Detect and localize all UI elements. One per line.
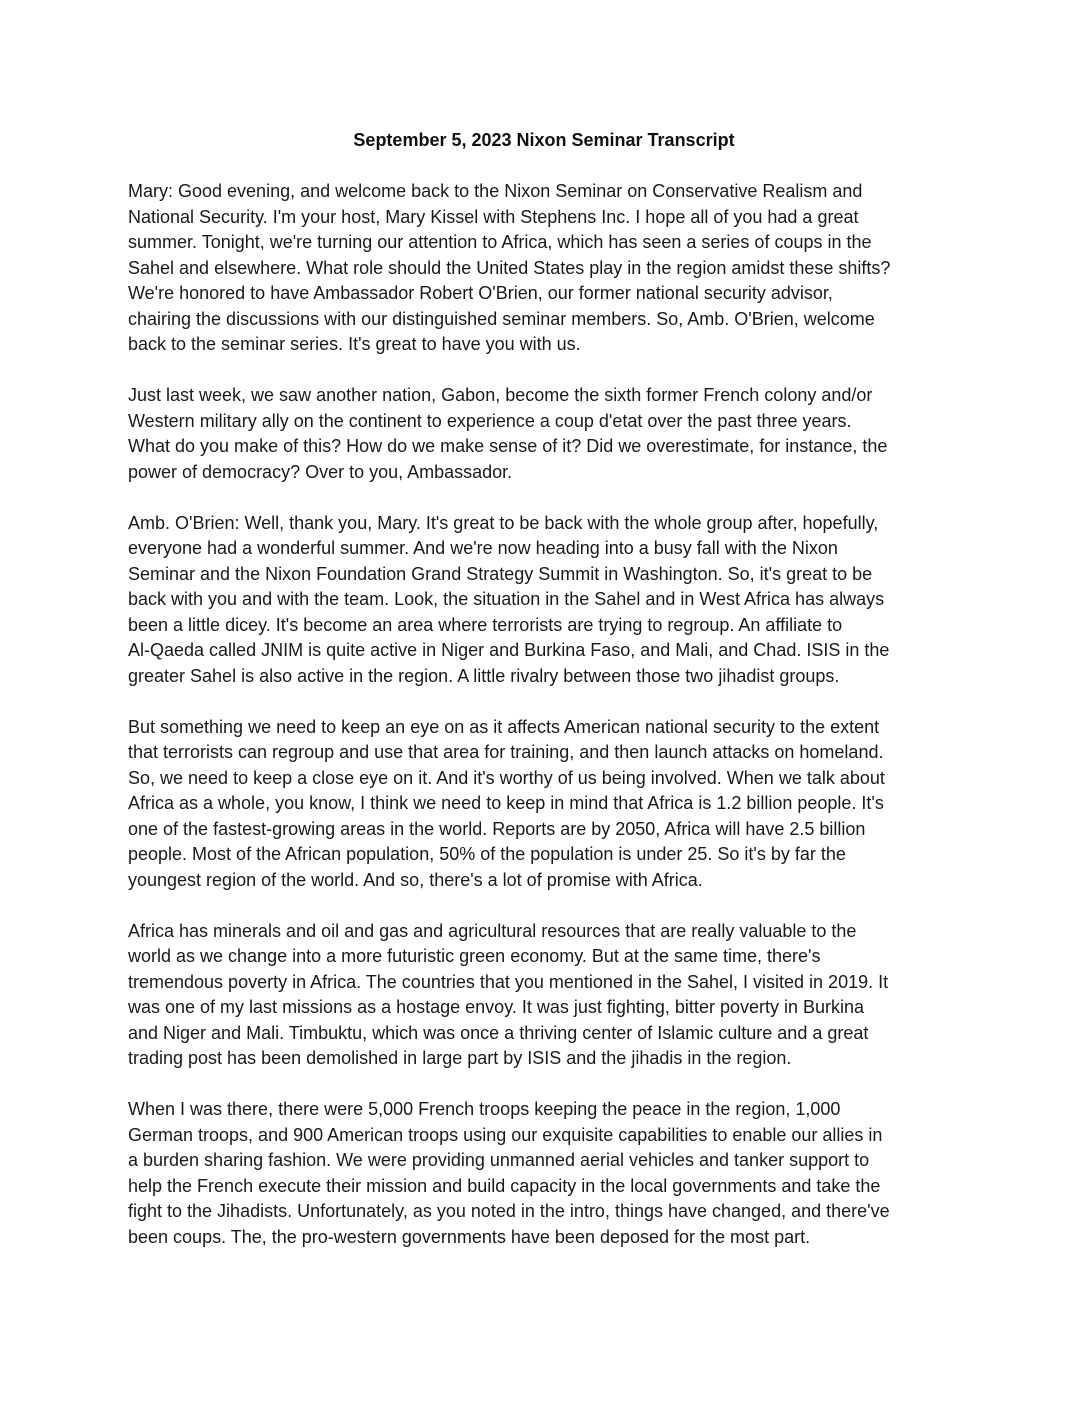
text-line: everyone had a wonderful summer. And we're now heading into a busy fall with the Nixon bbox=[128, 538, 838, 558]
document-body bbox=[128, 179, 968, 1276]
text-line: Sahel and elsewhere. What role should the United States play in the region amidst these shifts? bbox=[128, 257, 891, 278]
text-line: youngest region of the world. And so, there's a lot of promise with Africa. bbox=[128, 869, 703, 890]
text-line: back to the seminar series. It's great to have you with us. bbox=[128, 334, 581, 354]
text-line: world as we change into a more futuristic green economy. But at the same time, there's bbox=[128, 946, 821, 966]
text-line: that terrorists can regroup and use that area for training, and then launch attacks on homeland. bbox=[128, 742, 884, 762]
paragraph-national-security bbox=[128, 715, 968, 894]
text-line: Africa as a whole, you know, I think we need to keep in mind that Africa is 1.2 billion people. It's bbox=[128, 793, 884, 813]
text-line: Mary: Good evening, and welcome back to the Nixon Seminar on Conservative Realism and bbox=[128, 181, 863, 201]
text-line: was one of my last missions as a hostage envoy. It was just fighting, bitter poverty in Burkina bbox=[128, 997, 865, 1017]
text-line: Western military ally on the continent to experience a coup d'etat over the past three years. bbox=[128, 410, 852, 431]
text-line: a burden sharing fashion. We were providing unmanned aerial vehicles and tanker support to bbox=[128, 1150, 870, 1170]
text-line: help the French execute their mission and build capacity in the local governments and take the bbox=[128, 1175, 881, 1196]
paragraph-resources-poverty bbox=[128, 919, 968, 1072]
text-line: and Niger and Mali. Timbuktu, which was once a thriving center of Islamic culture and a great bbox=[128, 1022, 869, 1043]
text-line: been a little dicey. It's become an area where terrorists are trying to regroup. An affiliate to bbox=[128, 614, 843, 635]
text-line: Seminar and the Nixon Foundation Grand Strategy Summit in Washington. So, it's great to be bbox=[128, 563, 873, 584]
text-line: trading post has been demolished in large part by ISIS and the jihadis in the region. bbox=[128, 1048, 792, 1068]
text-line: greater Sahel is also active in the region. A little rivalry between those two jihadist groups. bbox=[128, 665, 840, 686]
text-line: tremendous poverty in Africa. The countries that you mentioned in the Sahel, I visited in 2019. It bbox=[128, 971, 889, 992]
text-line: people. Most of the African population, 50% of the population is under 25. So it's by far the bbox=[128, 844, 846, 864]
text-line: We're honored to have Ambassador Robert O'Brien, our former national security advisor, bbox=[128, 283, 833, 303]
paragraph-obrien-response bbox=[128, 511, 968, 690]
document-title: September 5, 2023 Nixon Seminar Transcript bbox=[353, 130, 735, 150]
text-line: Africa has minerals and oil and gas and agricultural resources that are really valuable to the bbox=[128, 920, 857, 941]
text-line: power of democracy? Over to you, Ambassador. bbox=[128, 461, 513, 482]
text-line: back with you and with the team. Look, the situation in the Sahel and in West Africa has always bbox=[128, 589, 885, 609]
paragraph-troops bbox=[128, 1097, 968, 1250]
paragraph-mary-question bbox=[128, 383, 968, 485]
text-line: one of the fastest-growing areas in the world. Reports are by 2050, Africa will have 2.5 billion bbox=[128, 818, 866, 839]
text-line: chairing the discussions with our distinguished seminar members. So, Amb. O'Brien, welcome bbox=[128, 308, 875, 329]
text-line: What do you make of this? How do we make sense of it? Did we overestimate, for instance, the bbox=[128, 436, 888, 456]
text-line: But something we need to keep an eye on as it affects American national security to the extent bbox=[128, 716, 880, 737]
text-line: So, we need to keep a close eye on it. And it's worthy of us being involved. When we talk about bbox=[128, 767, 885, 788]
text-line: When I was there, there were 5,000 French troops keeping the peace in the region, 1,000 bbox=[128, 1099, 841, 1119]
text-line: Just last week, we saw another nation, Gabon, become the sixth former French colony and/or bbox=[128, 385, 873, 405]
text-line: summer. Tonight, we're turning our attention to Africa, which has seen a series of coups in the bbox=[128, 232, 872, 252]
text-line: Al-Qaeda called JNIM is quite active in Niger and Burkina Faso, and Mali, and Chad. ISIS in the bbox=[128, 640, 890, 660]
paragraph-mary-intro bbox=[128, 179, 968, 358]
text-line: German troops, and 900 American troops using our exquisite capabilities to enable our allies in bbox=[128, 1124, 883, 1145]
text-line: fight to the Jihadists. Unfortunately, as you noted in the intro, things have changed, and there've bbox=[128, 1201, 890, 1221]
text-line: been coups. The, the pro-western governments have been deposed for the most part. bbox=[128, 1226, 811, 1247]
text-line: National Security. I'm your host, Mary Kissel with Stephens Inc. I hope all of you had a great bbox=[128, 206, 859, 227]
text-line: Amb. O'Brien: Well, thank you, Mary. It's great to be back with the whole group after, hopefully, bbox=[128, 512, 879, 533]
